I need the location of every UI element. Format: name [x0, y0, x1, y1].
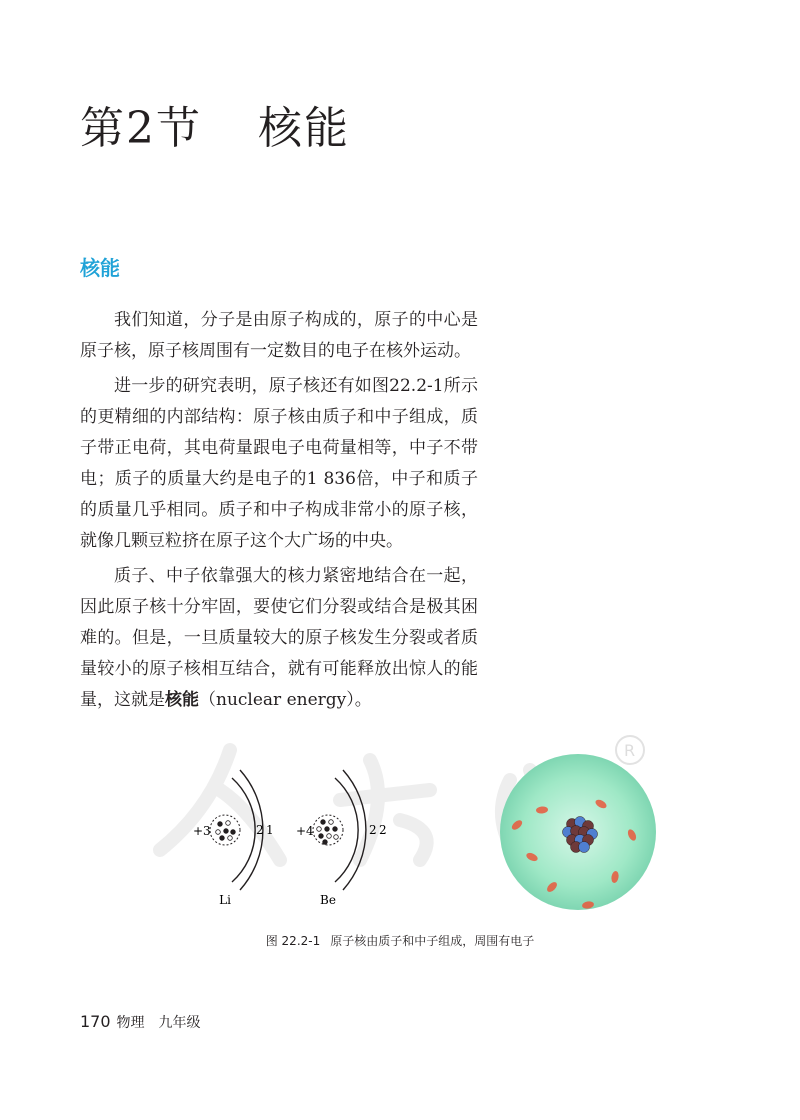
li-symbol: Li: [219, 893, 231, 907]
be-nucleon: [325, 827, 330, 832]
lithium-diagram: [193, 770, 274, 907]
chapter-name: 核能: [258, 103, 350, 154]
paragraph-3-tail: （nuclear energy）。: [199, 690, 372, 710]
section-heading: 核能: [80, 256, 120, 280]
grade: 九年级: [158, 1015, 201, 1031]
be-nucleon: [329, 820, 334, 825]
be-nucleon: [317, 827, 322, 832]
be-charge: +4: [296, 824, 314, 838]
figure-caption: [0, 932, 800, 949]
li-nucleon: [220, 836, 225, 841]
be-shell-1: [335, 778, 358, 882]
neutron: [579, 842, 590, 853]
paragraph-2: 进一步的研究表明，原子核还有如图22.2-1所示的更精细的内部结构：原子核由质子和中子组成，质子带正电荷，其电荷量跟电子电荷量相等，中子不带电；质子的质量大约是电子的1 836倍，中子和质子的质量几乎相同。质子和中子构成非常小的原子核，就像几颗豆粒挤在原子这个大广场的中央。: [80, 376, 478, 551]
li-charge: +3: [193, 824, 211, 838]
figure-number: 图 22.2-1: [265, 934, 321, 948]
be-nucleon: [327, 834, 332, 839]
be-shell-count-1: 2: [369, 823, 377, 837]
be-nucleon: [321, 820, 326, 825]
be-symbol: Be: [320, 893, 336, 907]
be-nucleon: [334, 835, 339, 840]
subject: 物理: [116, 1015, 145, 1031]
be-shell-count-2: 2: [379, 823, 387, 837]
atom-figure: [180, 760, 660, 920]
be-shell-2: [343, 770, 366, 890]
li-nucleon: [226, 821, 231, 826]
chapter-number: 第2节: [80, 103, 202, 154]
li-shell-count-2: 1: [266, 823, 274, 837]
atom-illustration: [500, 754, 656, 910]
paragraph-1: 我们知道，分子是由原子构成的，原子的中心是原子核，原子核周围有一定数目的电子在核外运动。: [80, 310, 478, 361]
body-text: [80, 305, 478, 720]
be-nucleon: [319, 834, 324, 839]
paragraph-3: [80, 561, 478, 716]
beryllium-diagram: [296, 770, 387, 907]
key-term: 核能: [165, 690, 199, 710]
li-nucleon: [228, 836, 233, 841]
chapter-title: [80, 92, 350, 156]
li-nucleon: [216, 830, 221, 835]
li-nucleon: [231, 830, 236, 835]
figure-caption-text: 原子核由质子和中子组成，周围有电子: [330, 934, 535, 948]
be-nucleon: [323, 840, 328, 845]
li-nucleon: [224, 829, 229, 834]
li-shell-1: [232, 778, 255, 882]
be-nucleon: [333, 827, 338, 832]
li-shell-count-1: 2: [256, 823, 264, 837]
svg-text:R: R: [624, 741, 636, 760]
page-footer: [80, 1012, 201, 1032]
paragraph-3-text: 质子、中子依靠强大的核力紧密地结合在一起，因此原子核十分牢固，要使它们分裂或结合是极其困难的。但是，一旦质量较大的原子核发生分裂或者质量较小的原子核相互结合，就有可能释放出惊人的能量，这就是: [80, 566, 478, 710]
page-number: 170: [80, 1012, 111, 1031]
li-nucleon: [218, 822, 223, 827]
